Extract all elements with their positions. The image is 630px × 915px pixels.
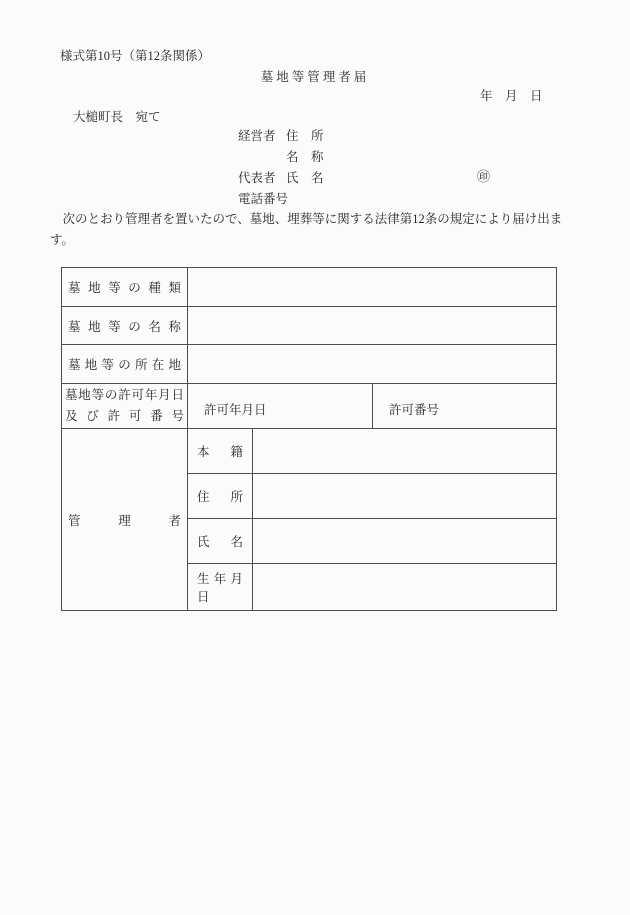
table-row <box>62 345 557 384</box>
type-value-cell <box>188 268 557 307</box>
manager-name-value-cell <box>253 519 557 564</box>
manager-birthdate-value-cell <box>253 564 557 611</box>
row-label-name: 墓地等の名称 <box>62 307 188 345</box>
manager-address-label: 住所 <box>188 474 253 519</box>
row-label-type: 墓地等の種類 <box>62 268 188 307</box>
operator-role-label: 経営者 <box>238 129 276 143</box>
manager-name-label: 氏名 <box>188 519 253 564</box>
form-table <box>61 267 557 611</box>
row-label-location: 墓地等の所在地 <box>62 345 188 384</box>
table-row <box>62 429 557 474</box>
table-row <box>62 307 557 345</box>
row-label-permit <box>62 384 188 429</box>
row-label-manager: 管理者 <box>62 429 188 611</box>
manager-domicile-value-cell <box>253 429 557 474</box>
permit-date-label: 許可年月日 <box>204 402 267 417</box>
body-paragraph-line-1: 次のとおり管理者を置いたので、墓地、埋葬等に関する法律第12条の規定により届け出ま <box>50 212 563 226</box>
permit-number-cell <box>373 384 557 429</box>
permit-label-line-2: 及び許可番号 <box>65 409 184 423</box>
representative-name-label: 氏 名 <box>286 171 324 185</box>
manager-domicile-label: 本籍 <box>188 429 253 474</box>
manager-address-value-cell <box>253 474 557 519</box>
body-paragraph-line-2: す。 <box>50 233 75 247</box>
operator-name-label: 名 称 <box>286 150 324 164</box>
date-line: 年 月 日 <box>480 89 543 103</box>
seal-mark-icon: ㊞ <box>477 169 491 184</box>
location-value-cell <box>188 345 557 384</box>
phone-label: 電話番号 <box>238 192 289 206</box>
permit-date-cell <box>188 384 373 429</box>
table-row <box>62 268 557 307</box>
permit-number-label: 許可番号 <box>389 402 440 417</box>
table-row <box>62 384 557 429</box>
manager-birthdate-label: 生年月日 <box>188 564 253 611</box>
form-number: 様式第10号（第12条関係） <box>60 49 211 63</box>
addressee: 大槌町長 宛て <box>73 110 161 124</box>
name-value-cell <box>188 307 557 345</box>
permit-label-line-1: 墓地等の許可年月日 <box>65 388 184 402</box>
page-title: 墓地等管理者届 <box>260 70 370 84</box>
representative-label: 代表者 <box>238 171 276 185</box>
operator-address-label: 住 所 <box>286 129 324 143</box>
